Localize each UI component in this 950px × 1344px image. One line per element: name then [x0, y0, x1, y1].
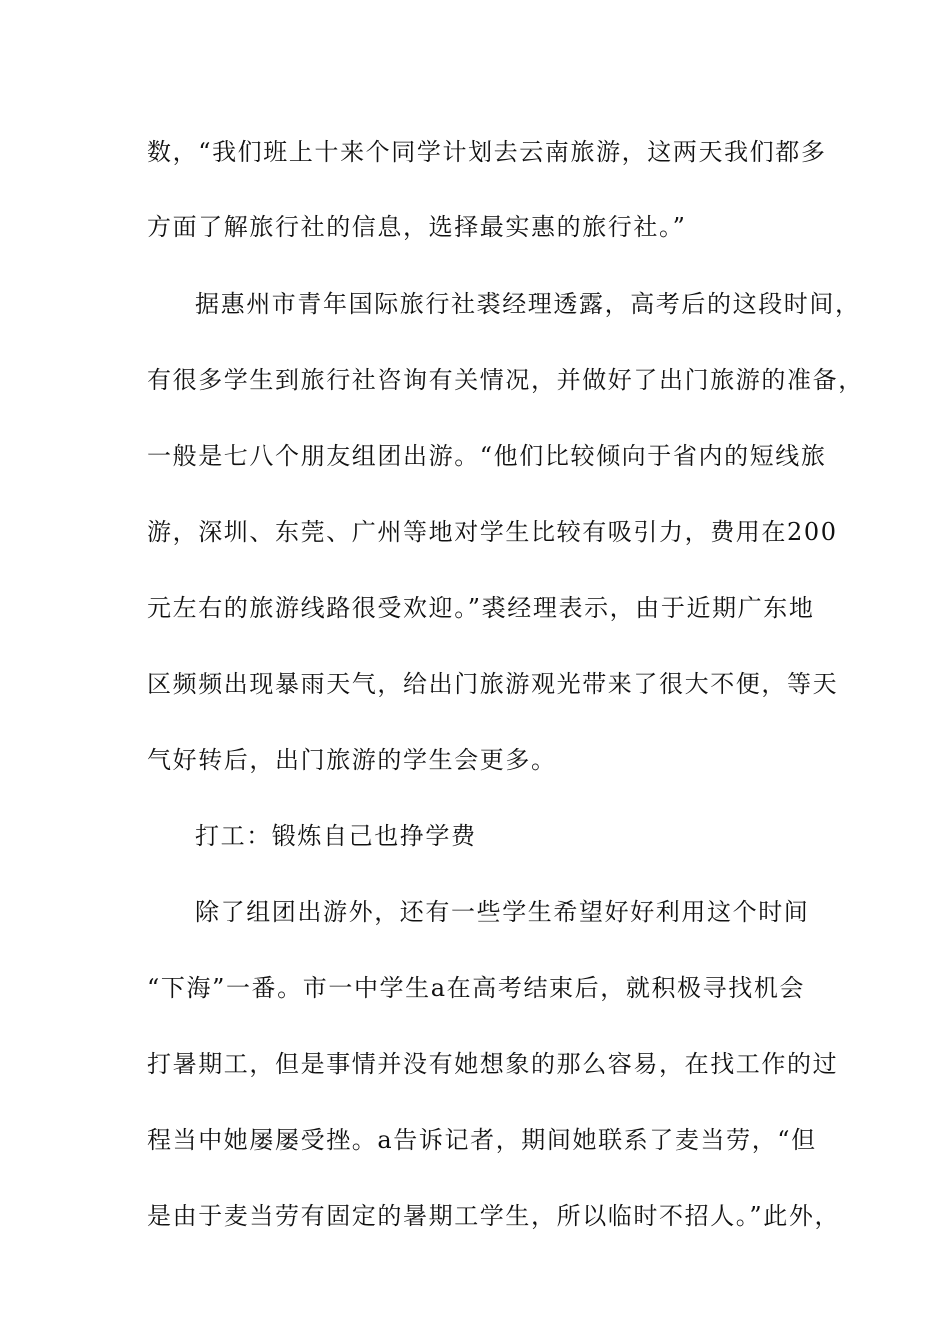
text-line: 程当中她屡屡受挫。a告诉记者，期间她联系了麦当劳，“但: [147, 1126, 817, 1154]
text-line: “下海”一番。市一中学生a在高考结束后，就积极寻找机会: [147, 974, 806, 1002]
text-line: 是由于麦当劳有固定的暑期工学生，所以临时不招人。”此外，: [147, 1202, 841, 1230]
text-line: 元左右的旅游线路很受欢迎。”裘经理表示，由于近期广东地: [147, 594, 815, 622]
text-line: 方面了解旅行社的信息，选择最实惠的旅行社。”: [147, 213, 687, 241]
text-line: 游，深圳、东莞、广州等地对学生比较有吸引力，费用在200: [147, 518, 838, 546]
paragraph-start-line: 除了组团出游外，还有一些学生希望好好利用这个时间: [195, 898, 810, 926]
text-line: 气好转后，出门旅游的学生会更多。: [147, 746, 557, 774]
text-line: 区频频出现暴雨天气，给出门旅游观光带来了很大不便，等天: [147, 670, 839, 698]
text-line: 有很多学生到旅行社咨询有关情况，并做好了出门旅游的准备，: [147, 366, 864, 394]
text-line: 一般是七八个朋友组团出游。“他们比较倾向于省内的短线旅: [147, 442, 827, 470]
text-line: 打暑期工，但是事情并没有她想象的那么容易，在找工作的过: [147, 1050, 839, 1078]
paragraph-start-line: 据惠州市青年国际旅行社裘经理透露，高考后的这段时间，: [195, 290, 861, 318]
section-heading: 打工：锻炼自己也挣学费: [195, 822, 477, 850]
text-line: 数，“我们班上十来个同学计划去云南旅游，这两天我们都多: [147, 138, 827, 166]
